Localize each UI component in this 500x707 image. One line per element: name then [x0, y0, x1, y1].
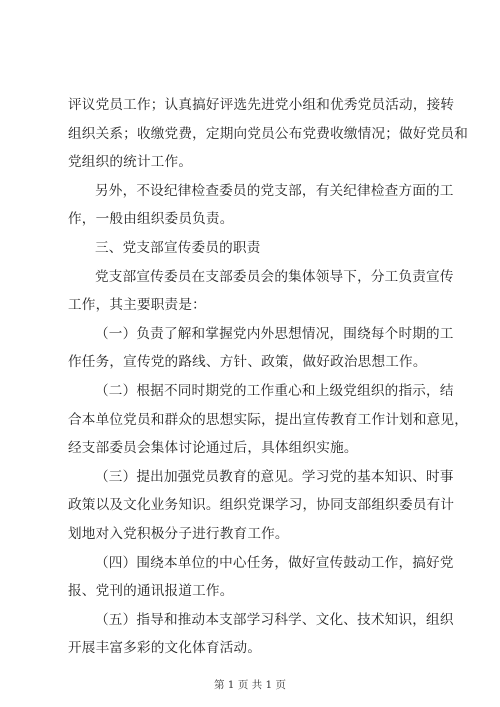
text-line: 划地对入党积极分子进行教育工作。	[68, 525, 289, 542]
text-line: 开展丰富多彩的文化体育活动。	[68, 640, 262, 657]
text-line: （五）指导和推动本支部学习科学、文化、技术知识，组织	[95, 611, 454, 628]
text-line: （二）根据不同时期党的工作重心和上级党组织的指示，结	[95, 382, 454, 399]
page-number-footer: 第 1 页 共 1 页	[213, 679, 287, 691]
text-line: 组织关系；收缴党费，定期向党员公布党费收缴情况；做好党员和	[68, 125, 469, 142]
text-line: （一）负责了解和掌握党内外思想情况，围绕每个时期的工	[95, 325, 454, 342]
text-line: 工作，其主要职责是：	[68, 297, 206, 314]
text-line: 政策以及文化业务知识。组织党课学习，协同支部组织委员有计	[68, 497, 455, 514]
text-line: （三）提出加强党员教育的意见。学习党的基本知识、时事	[95, 468, 454, 485]
document-body	[68, 91, 469, 663]
text-line: 党组织的统计工作。	[68, 154, 193, 171]
text-line: 评议党员工作；认真搞好评选先进党小组和优秀党员活动，接转	[68, 97, 455, 113]
text-line: 作，一般由组织委员负责。	[68, 211, 234, 228]
text-line: 报、党刊的通讯报道工作。	[68, 583, 234, 600]
text-line: （四）围绕本单位的中心任务，做好宣传鼓动工作，搞好党	[95, 554, 454, 571]
text-line: 合本单位党员和群众的思想实际，提出宣传教育工作计划和意见，	[68, 411, 469, 428]
section-heading: 三、党支部宣传委员的职责	[95, 239, 261, 256]
text-line: 另外，不设纪律检查委员的党支部，有关纪律检查方面的工	[95, 182, 454, 199]
text-line: 党支部宣传委员在支部委员会的集体领导下，分工负责宣传	[95, 268, 454, 285]
text-line: 作任务，宣传党的路线、方针、政策，做好政治思想工作。	[68, 354, 427, 371]
text-line: 经支部委员会集体讨论通过后，具体组织实施。	[68, 440, 358, 457]
